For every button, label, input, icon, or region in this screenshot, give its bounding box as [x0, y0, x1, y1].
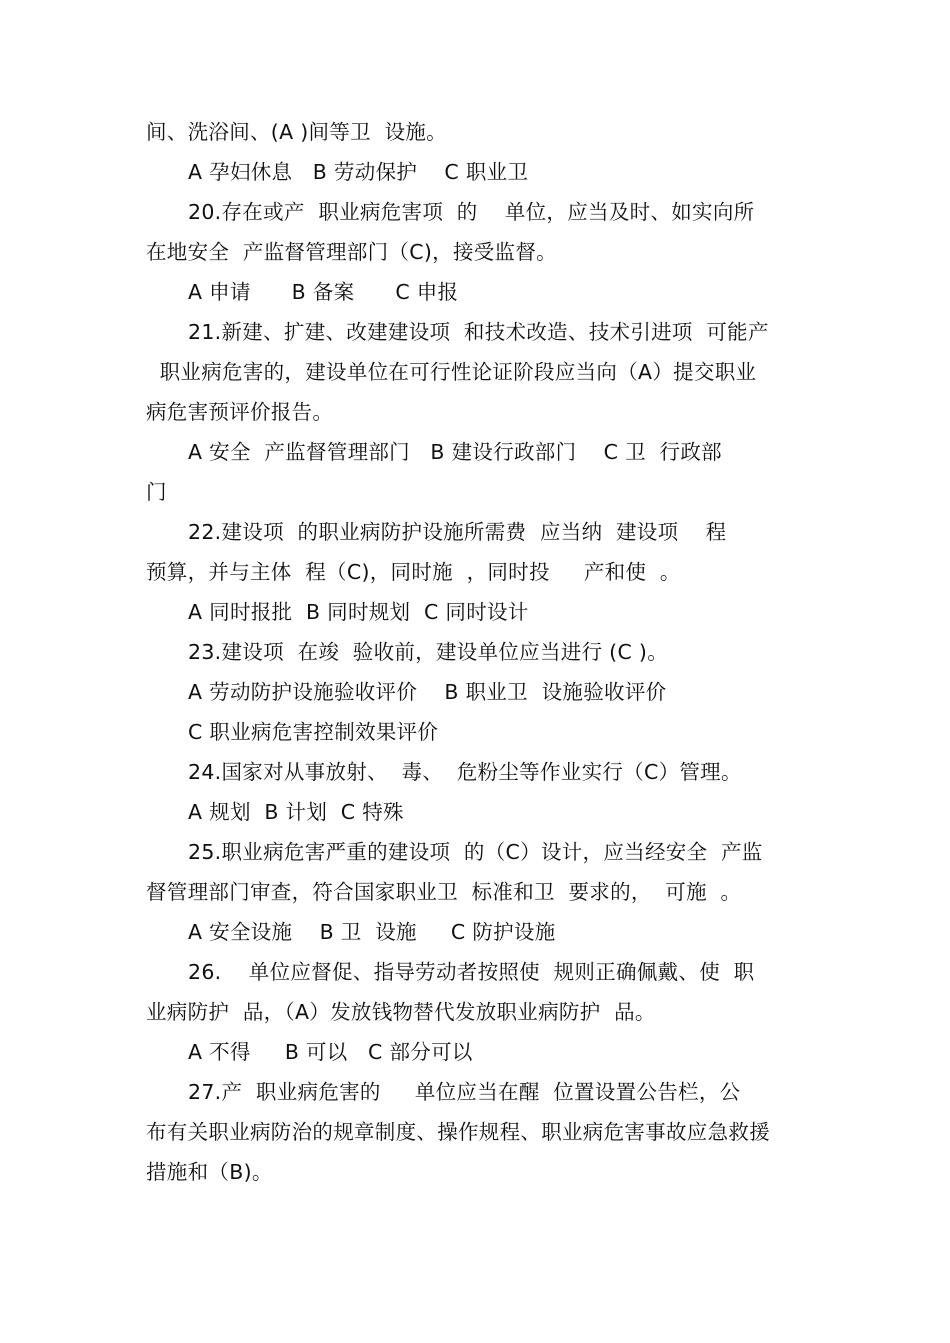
option-line: A 不得 B 可以 C 部分可以	[188, 1040, 473, 1064]
text-line: 措施和（B)。	[146, 1160, 273, 1184]
option-line: A 同时报批 B 同时规划 C 同时设计	[188, 600, 529, 624]
text-line: 督管理部门审查，符合国家职业卫 标准和卫 要求的， 可施 。	[146, 880, 742, 904]
question-line: 24.国家对从事放射、 毒、 危粉尘等作业实行（C）管理。	[188, 760, 742, 784]
question-line: 27.产 职业病危害的 单位应当在醒 位置设置公告栏，公	[188, 1080, 741, 1104]
option-line: A 规划 B 计划 C 特殊	[188, 800, 404, 824]
question-line: 21.新建、扩建、改建建设项 和技术改造、技术引进项 可能产	[188, 320, 769, 344]
question-line: 26. 单位应督促、指导劳动者按照使 规则正确佩戴、使 职	[188, 960, 755, 984]
text-line: 门	[146, 480, 167, 504]
text-line: 预算，并与主体 程（C)，同时施 ，同时投 产和使 。	[146, 560, 681, 584]
document-body	[146, 112, 810, 1192]
question-line: 20.存在或产 职业病危害项 的 单位，应当及时、如实向所	[188, 200, 755, 224]
question-line: 22.建设项 的职业病防护设施所需费 应当纳 建设项 程	[188, 520, 727, 544]
text-line: 布有关职业病防治的规章制度、操作规程、职业病危害事故应急救援	[146, 1120, 770, 1144]
text-line: 业病防护 品，（A）发放钱物替代发放职业病防护 品。	[146, 1000, 656, 1024]
question-line: 23.建设项 在竣 验收前，建设单位应当进行 (C )。	[188, 640, 669, 664]
text-line: 职业病危害的，建设单位在可行性论证阶段应当向（A）提交职业	[146, 360, 757, 384]
question-line: 25.职业病危害严重的建设项 的（C）设计，应当经安全 产监	[188, 840, 763, 864]
text-line: 间、洗浴间、(A )间等卫 设施。	[146, 120, 447, 144]
text-line: 病危害预评价报告。	[146, 400, 334, 424]
option-line: A 安全 产监督管理部门 B 建设行政部门 C 卫 行政部	[188, 440, 722, 464]
option-line: C 职业病危害控制效果评价	[188, 720, 439, 744]
option-line: A 孕妇休息 B 劳动保护 C 职业卫	[188, 160, 529, 184]
option-line: A 劳动防护设施验收评价 B 职业卫 设施验收评价	[188, 680, 667, 704]
text-line: 在地安全 产监督管理部门（C)，接受监督。	[146, 240, 557, 264]
option-line: A 安全设施 B 卫 设施 C 防护设施	[188, 920, 556, 944]
option-line: A 申请 B 备案 C 申报	[188, 280, 459, 304]
